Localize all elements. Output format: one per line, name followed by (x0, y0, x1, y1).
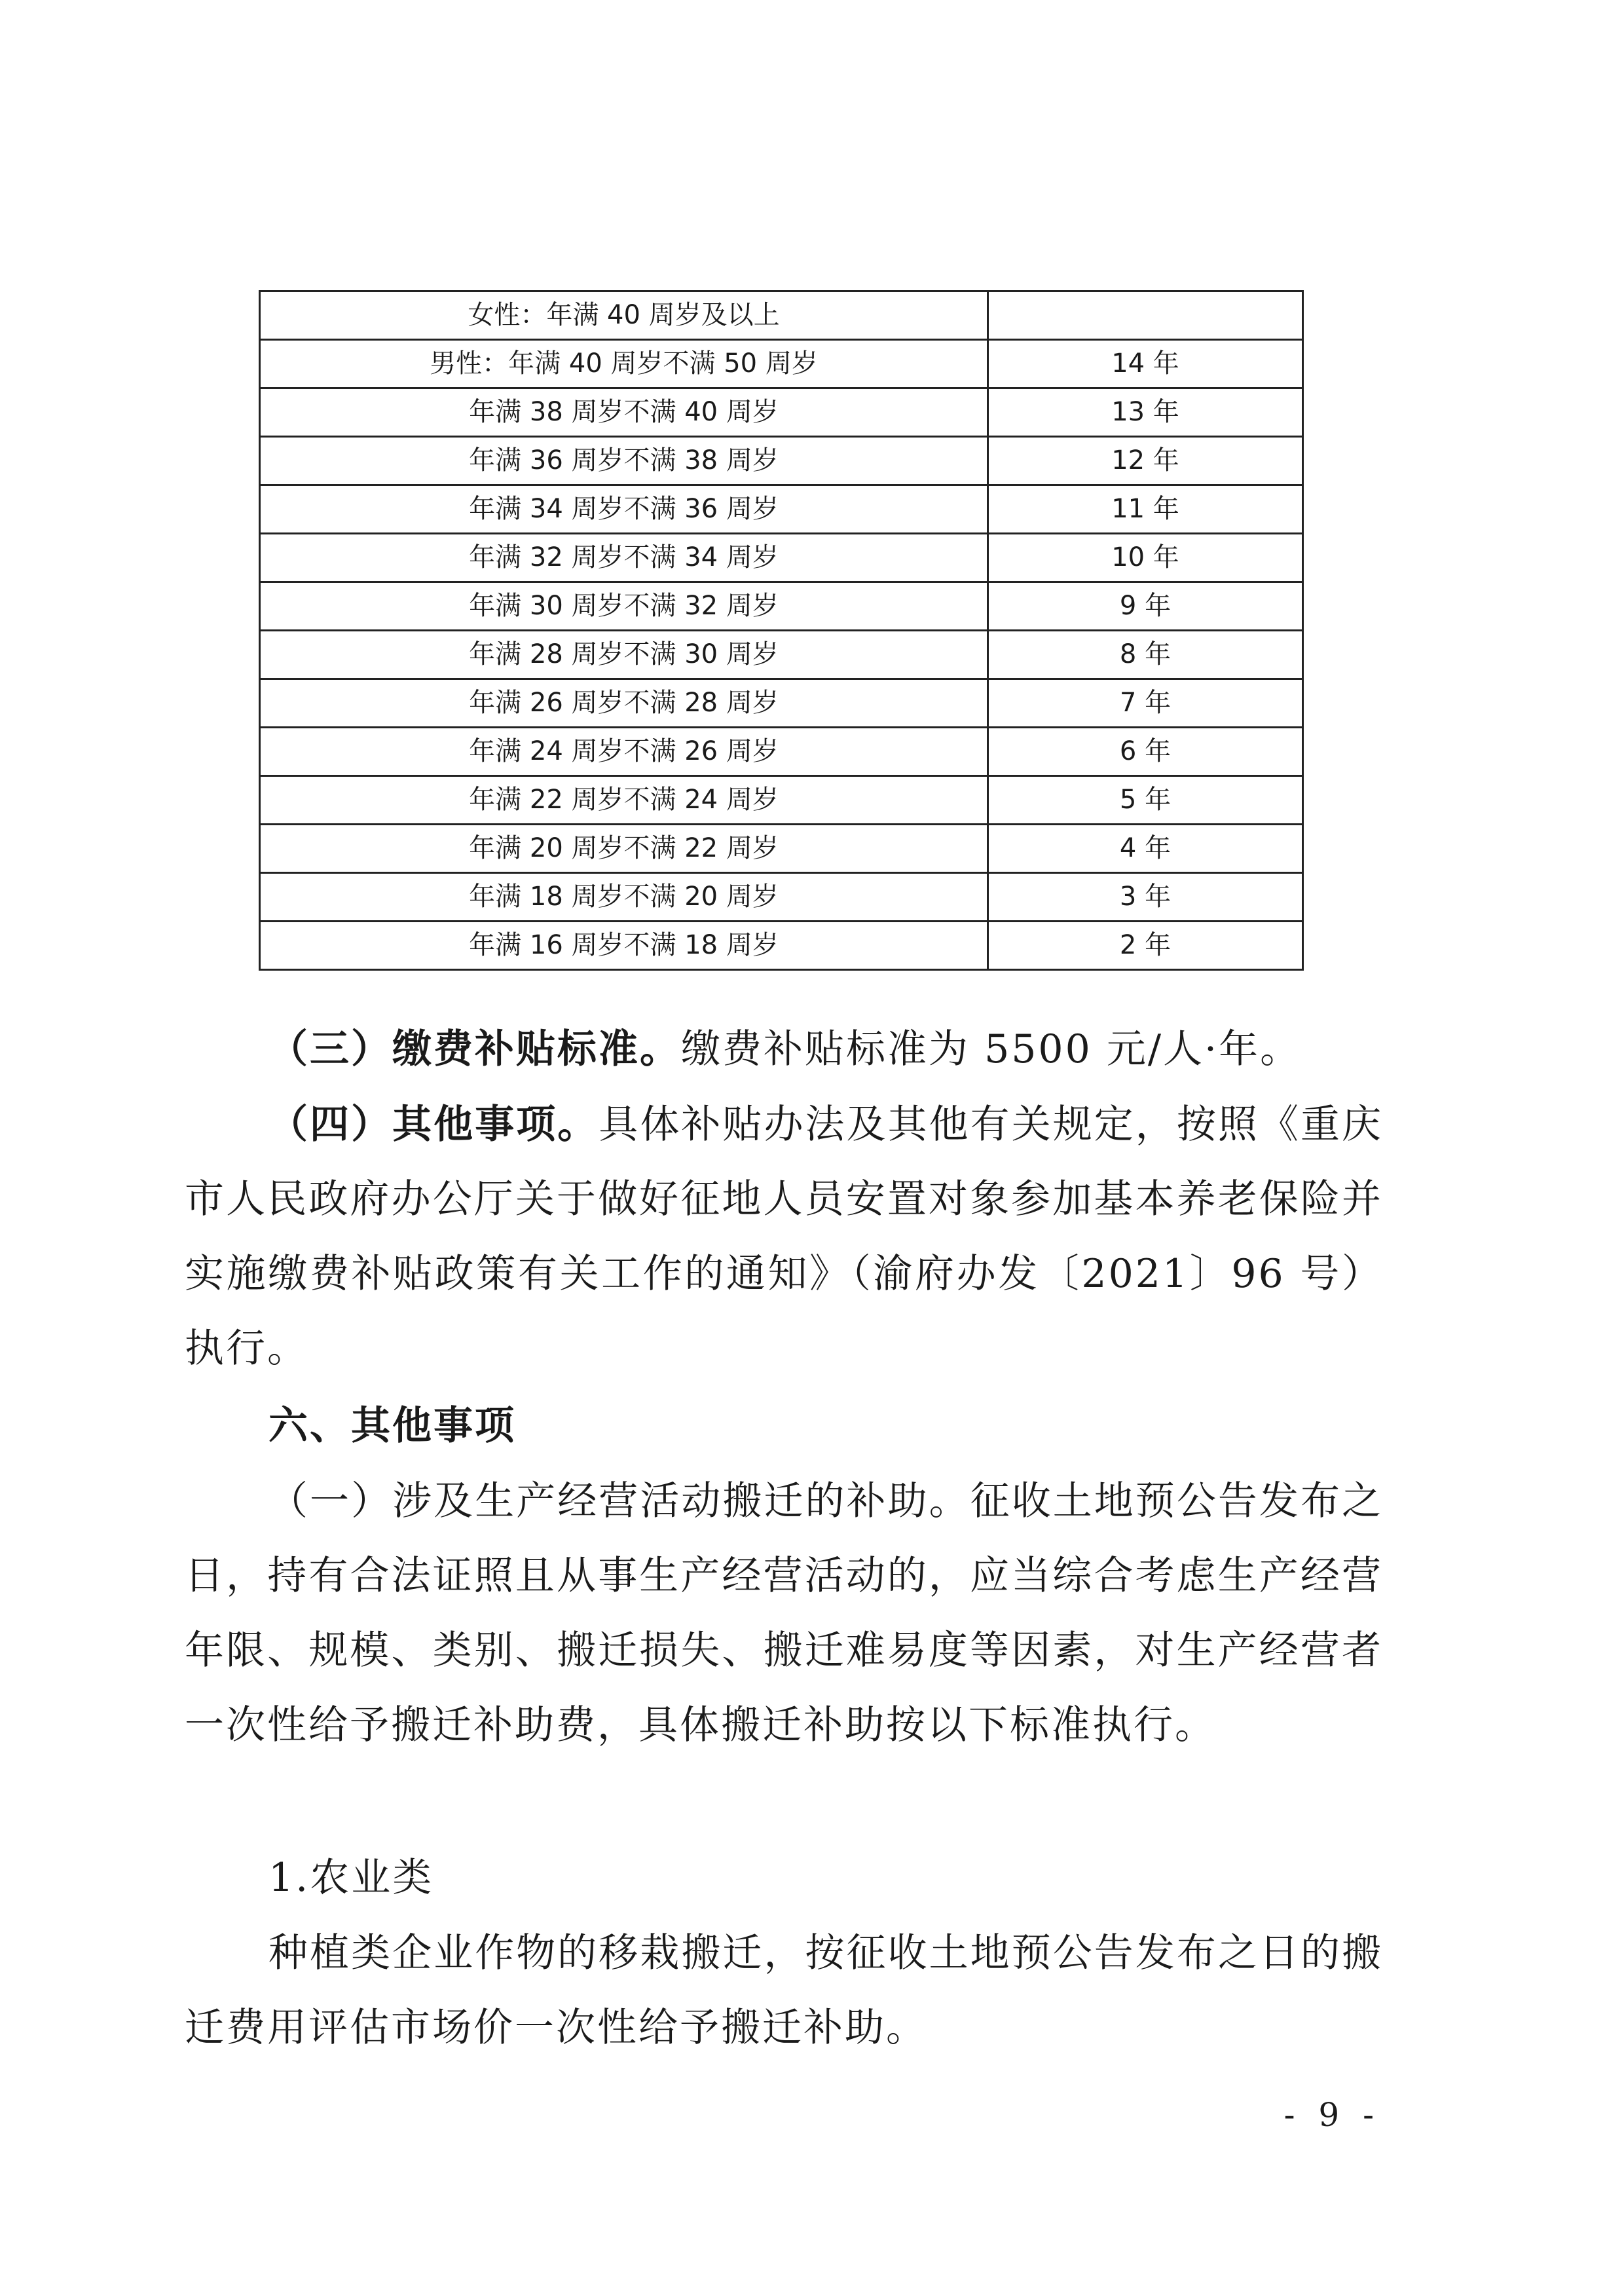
age-range-cell: 年满 22 周岁不满 24 周岁 (260, 776, 988, 825)
section-4-heading: （四）其他事项。 (268, 1102, 599, 1148)
payment-years-cell: 12 年 (988, 437, 1303, 485)
age-range-cell: 年满 32 周岁不满 34 周岁 (260, 534, 988, 582)
table-body (260, 291, 1303, 970)
age-range-cell: 年满 26 周岁不满 28 周岁 (260, 679, 988, 728)
payment-years-cell: 8 年 (988, 631, 1303, 679)
table-row (260, 631, 1303, 679)
table-row (260, 340, 1303, 388)
subsection-1-text: 种植类企业作物的移栽搬迁，按征收土地预公告发布之日的搬迁费用评估市场价一次性给予搬迁补助。 (185, 1930, 1383, 2051)
payment-years-cell: 11 年 (988, 485, 1303, 534)
age-range-cell: 年满 30 周岁不满 32 周岁 (260, 582, 988, 631)
table-row (260, 582, 1303, 631)
age-range-cell: 年满 20 周岁不满 22 周岁 (260, 825, 988, 873)
age-range-cell: 男性：年满 40 周岁不满 50 周岁 (260, 340, 988, 388)
section-3-text: 缴费补贴标准为 5500 元/人·年。 (681, 1026, 1302, 1072)
table-row (260, 825, 1303, 873)
age-range-cell: 年满 24 周岁不满 26 周岁 (260, 728, 988, 776)
age-range-cell: 年满 18 周岁不满 20 周岁 (260, 873, 988, 922)
section-3-paragraph (185, 1012, 1383, 1087)
payment-years-cell: 4 年 (988, 825, 1303, 873)
table-row (260, 485, 1303, 534)
age-range-cell: 年满 28 周岁不满 30 周岁 (260, 631, 988, 679)
payment-years-cell: 3 年 (988, 873, 1303, 922)
payment-years-table (259, 290, 1304, 971)
table-row (260, 388, 1303, 437)
payment-years-cell: 6 年 (988, 728, 1303, 776)
age-range-cell: 年满 38 周岁不满 40 周岁 (260, 388, 988, 437)
payment-years-cell: 9 年 (988, 582, 1303, 631)
payment-years-cell: 2 年 (988, 922, 1303, 970)
table-row (260, 873, 1303, 922)
age-range-cell: 年满 34 周岁不满 36 周岁 (260, 485, 988, 534)
age-range-cell: 女性：年满 40 周岁及以上 (260, 291, 988, 340)
table-row (260, 679, 1303, 728)
section-4-text: 具体补贴办法及其他有关规定，按照《重庆市人民政府办公厅关于做好征地人员安置对象参加基本养老保险并实施缴费补贴政策有关工作的通知》（渝府办发〔2021〕96 号）执行。 (185, 1102, 1384, 1371)
page-number: - 9 - (1283, 2096, 1380, 2134)
subsection-1-heading: 1.农业类 (268, 1855, 434, 1901)
table-row (260, 437, 1303, 485)
table-row (260, 728, 1303, 776)
payment-years-cell: 5 年 (988, 776, 1303, 825)
payment-years-cell: 10 年 (988, 534, 1303, 582)
table-row (260, 776, 1303, 825)
section-6-heading: 六、其他事项 (268, 1403, 516, 1449)
age-range-cell: 年满 16 周岁不满 18 周岁 (260, 922, 988, 970)
section-4-paragraph (185, 1087, 1383, 1386)
table-row (260, 534, 1303, 582)
payment-years-cell (988, 291, 1303, 340)
table-row (260, 922, 1303, 970)
payment-years-cell: 14 年 (988, 340, 1303, 388)
table-row (260, 291, 1303, 340)
payment-years-cell: 13 年 (988, 388, 1303, 437)
age-range-cell: 年满 36 周岁不满 38 周岁 (260, 437, 988, 485)
section-6-item-1: （一）涉及生产经营活动搬迁的补助。征收土地预公告发布之日，持有合法证照且从事生产经营活动的，应当综合考虑生产经营年限、规模、类别、搬迁损失、搬迁难易度等因素，对生产经营者一次性给予搬迁补助费，具体搬迁补助按以下标准执行。 (185, 1478, 1383, 1748)
section-3-heading: （三）缴费补贴标准。 (268, 1026, 681, 1072)
payment-years-cell: 7 年 (988, 679, 1303, 728)
